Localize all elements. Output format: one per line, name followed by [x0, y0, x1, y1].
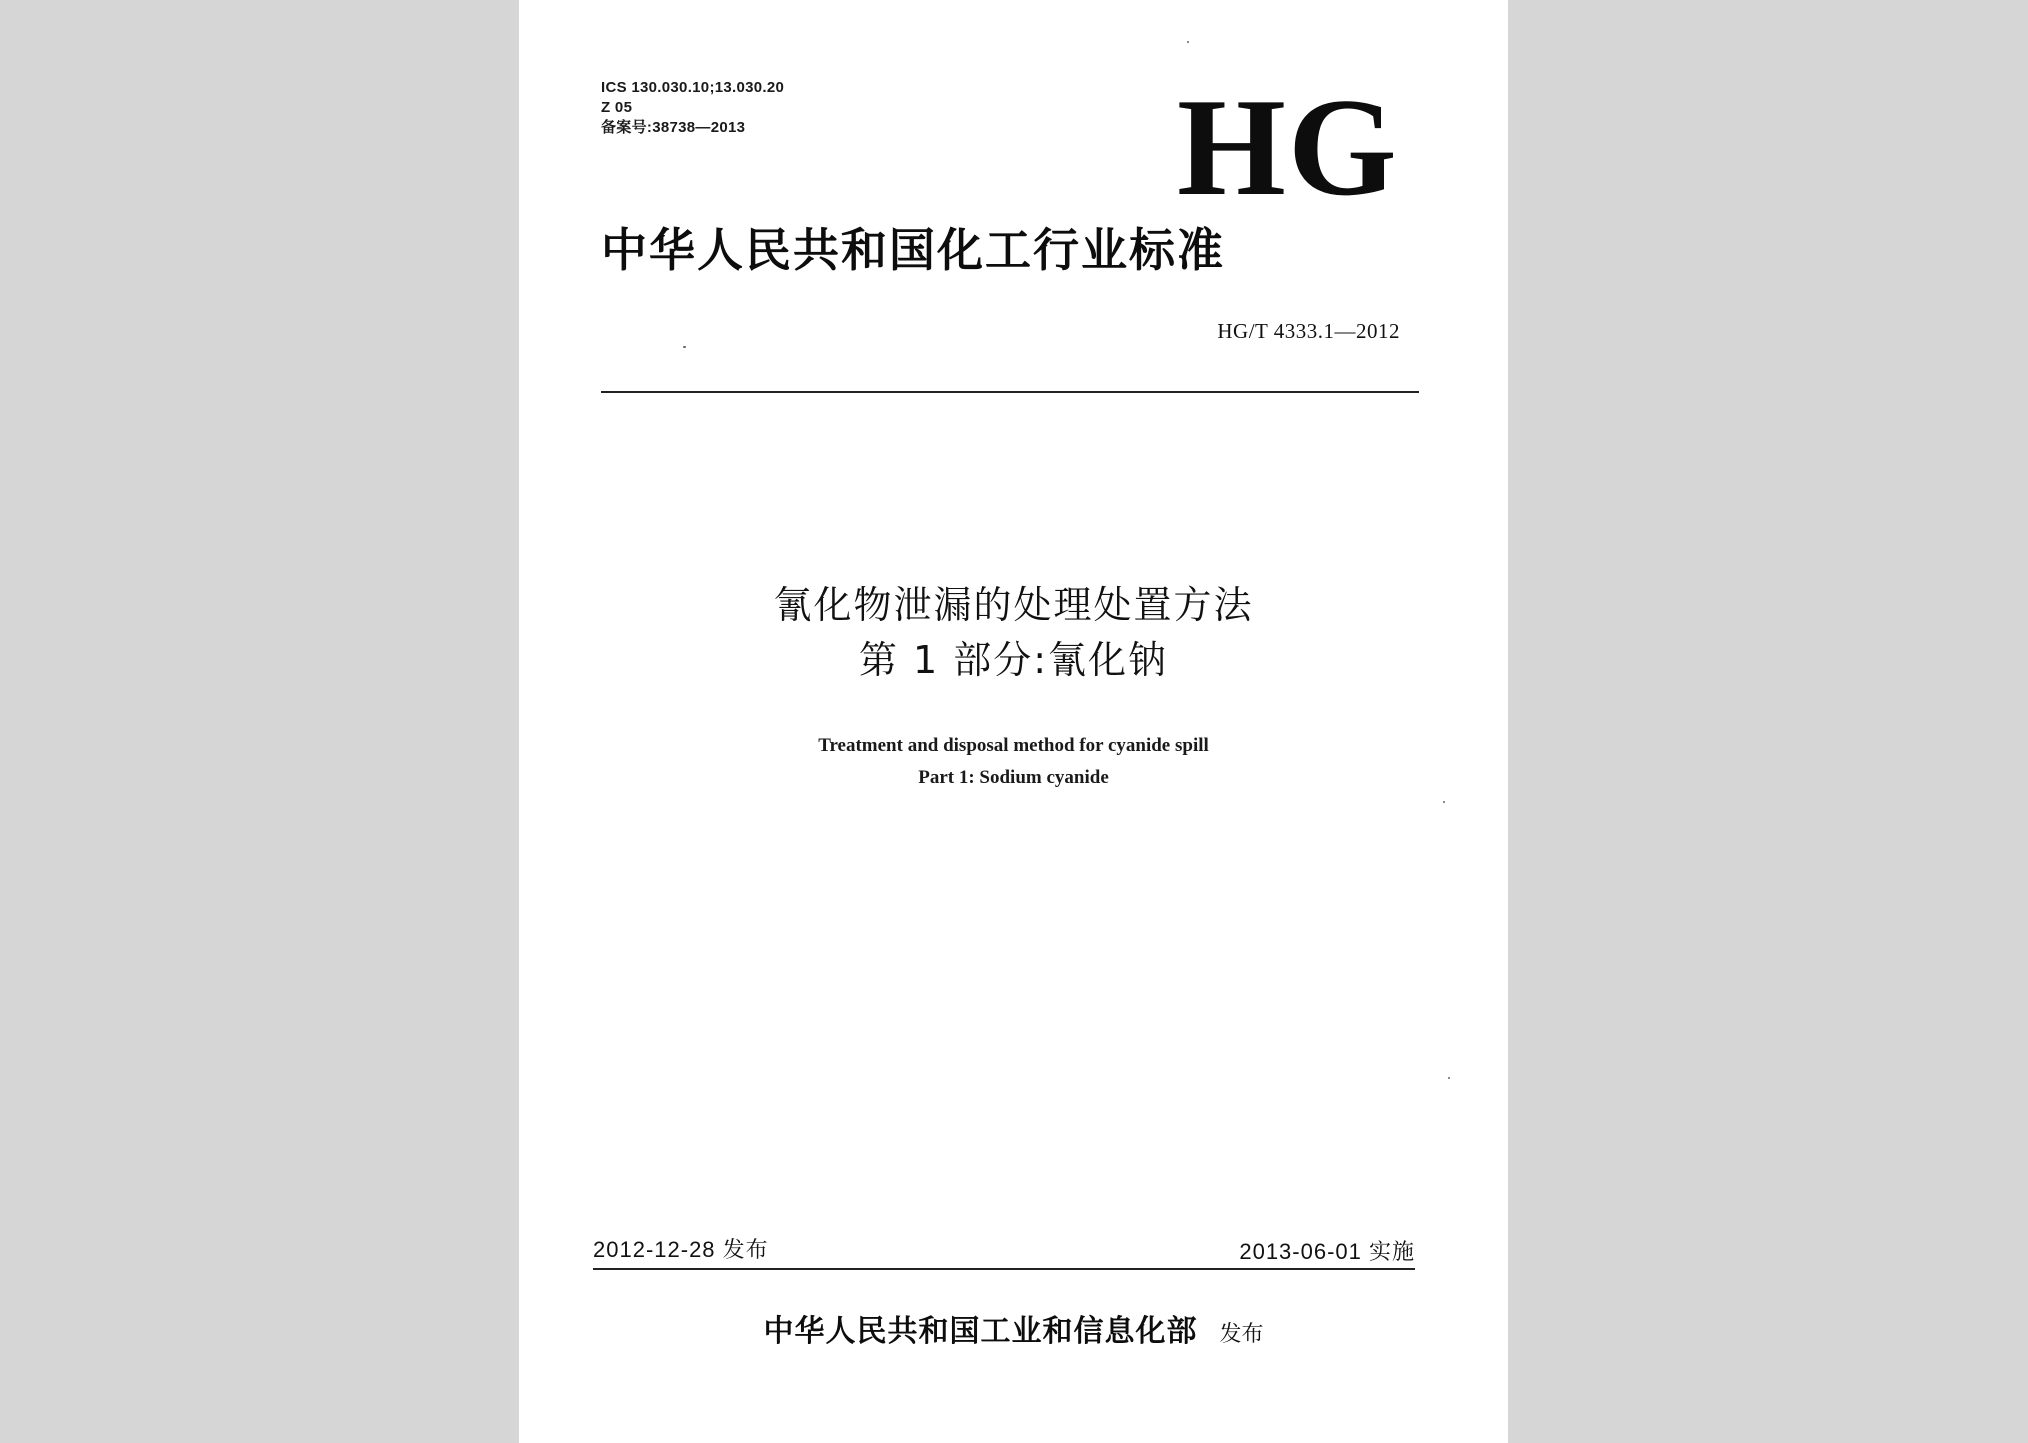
- industry-standard-title: 中华人民共和国化工行业标准: [601, 223, 1225, 277]
- hg-logo: HG: [1177, 70, 1399, 225]
- implementation-date: 2013-06-01 实施: [1239, 1239, 1415, 1264]
- chinese-title-line-2: 第 1 部分:氰化钠: [858, 638, 1169, 682]
- ccs-code: Z 05: [601, 99, 633, 116]
- classification-block: [601, 78, 784, 138]
- header-divider: [601, 391, 1419, 393]
- scan-speck: [683, 346, 686, 348]
- footer-divider: [593, 1268, 1415, 1270]
- standard-number: HG/T 4333.1—2012: [1217, 319, 1400, 343]
- ics-code: ICS 130.030.10;13.030.20: [601, 79, 785, 96]
- publisher-line: [519, 1312, 1508, 1355]
- english-title-line-1: Treatment and disposal method for cyanide spill: [818, 735, 1209, 756]
- scan-speck: [1187, 41, 1189, 43]
- publisher-suffix: 发布: [1219, 1322, 1264, 1347]
- english-title: [519, 730, 1508, 794]
- publisher-name: 中华人民共和国工业和信息化部: [763, 1314, 1198, 1349]
- chinese-title-line-1: 氰化物泄漏的处理处置方法: [773, 583, 1254, 627]
- document-page: [519, 0, 1508, 1443]
- scan-speck: [1448, 1077, 1450, 1079]
- english-title-line-2: Part 1: Sodium cyanide: [918, 767, 1109, 788]
- filing-number: 备案号:38738—2013: [601, 119, 746, 136]
- scan-speck: [1443, 801, 1445, 803]
- issue-date: 2012-12-28 发布: [593, 1237, 769, 1262]
- chinese-title: [519, 578, 1508, 688]
